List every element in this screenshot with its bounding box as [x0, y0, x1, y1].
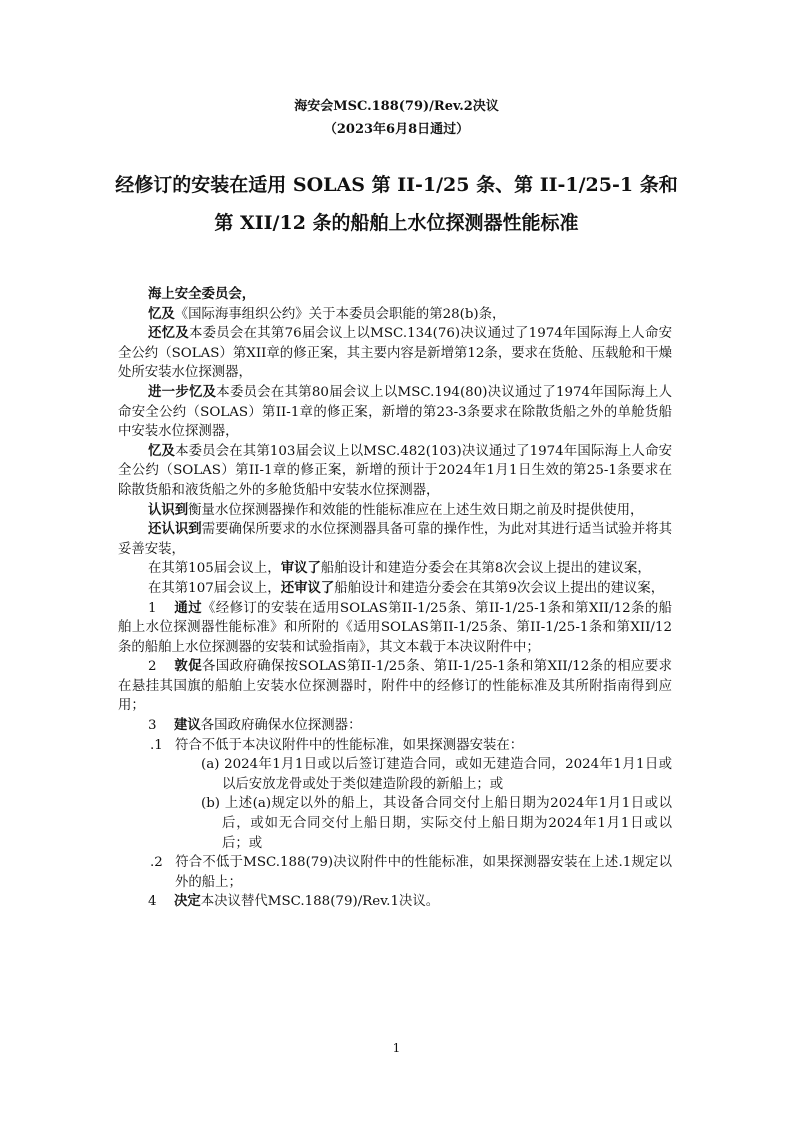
page-number: 1	[392, 1041, 401, 1055]
preamble-para: 在其第107届会议上，还审议了船舶设计和建造分委会在其第9次会议上提出的建议案，	[148, 580, 665, 596]
sub-item-a: (a) 2024年1月1日或以后签订建造合同，或如无建造合同，2024年1月1日或以后安放龙骨或处于类似建造阶段的新船上；或	[201, 757, 672, 792]
preamble-para: 忆及本委员会在其第103届会议上以MSC.482(103)决议通过了1974年国际海上人命安全公约（SOLAS）第II-1章的修正案，新增的预计于2024年1月1日生效的第25-1条要求在除散货船和液货船之外的多舱货船中安装水位探测器，	[118, 443, 673, 498]
sub-item-b: (b) 上述(a)规定以外的船上，其设备合同交付上船日期为2024年1月1日或以后，或如无合同交付上船日期，实际交付上船日期为2024年1月1日或以后；或	[201, 796, 672, 851]
preamble-para: 海上安全委员会，	[148, 287, 256, 302]
resolution-body	[118, 285, 672, 912]
document-title-line1: 经修订的安装在适用 SOLAS 第 II-1/25 条、第 II-1/25-1 条和	[115, 174, 678, 196]
preamble-para: 在其第105届会议上，审议了船舶设计和建造分委会在其第8次会议上提出的建议案，	[148, 561, 651, 577]
preamble-para: 进一步忆及本委员会在其第80届会议上以MSC.194(80)决议通过了1974年国际海上人命安全公约（SOLAS）第II-1章的修正案，新增的第23-3条要求在除散货船之外的单舱货船中安装水位探测器，	[118, 384, 673, 440]
preamble-para: 忆及《国际海事组织公约》关于本委员会职能的第28(b)条，	[148, 306, 506, 322]
operative-para-3: 3 建议各国政府确保水位探测器：	[148, 718, 362, 734]
operative-para-4: 4 决定本决议替代MSC.188(79)/Rev.1决议。	[148, 894, 440, 910]
adoption-date: （2023年6月8日通过）	[323, 122, 470, 137]
document-title-line2: 第 XII/12 条的船舶上水位探测器性能标准	[214, 212, 579, 234]
operative-para-2: 2 敦促各国政府确保按SOLAS第II-1/25条、第II-1/25-1条和第XII/12条的相应要求在悬挂其国旗的船舶上安装水位探测器时，附件中的经修订的性能标准及其所附指南得到应用；	[118, 659, 672, 714]
sub-item-1: .1 符合不低于本决议附件中的性能标准，如果探测器安装在：	[150, 737, 524, 753]
operative-para-1: 1 通过《经修订的安装在适用SOLAS第II-1/25条、第II-1/25-1条和第XII/12条的船舶上水位探测器性能标准》和所附的《适用SOLAS第II-1/25条、第II-1/25-1条和第XII/12条的船舶上水位探测器的安装和试验指南》，其文本载于本决议附件中；	[118, 600, 672, 655]
sub-item-2: .2 符合不低于MSC.188(79)决议附件中的性能标准，如果探测器安装在上述.1规定以外的船上；	[150, 855, 672, 890]
preamble-para: 还认识到需要确保所要求的水位探测器具备可靠的操作性，为此对其进行适当试验并将其妥善安装，	[118, 522, 672, 557]
resolution-number: 海安会MSC.188(79)/Rev.2决议	[294, 99, 499, 114]
preamble-para: 还忆及本委员会在其第76届会议上以MSC.134(76)决议通过了1974年国际海上人命安全公约（SOLAS）第XII章的修正案，其主要内容是新增第12条，要求在货舱、压载舱和干燥处所安装水位探测器，	[118, 326, 673, 381]
preamble-para: 认识到衡量水位探测器操作和效能的性能标准应在上述生效日期之前及时提供使用，	[148, 502, 644, 518]
